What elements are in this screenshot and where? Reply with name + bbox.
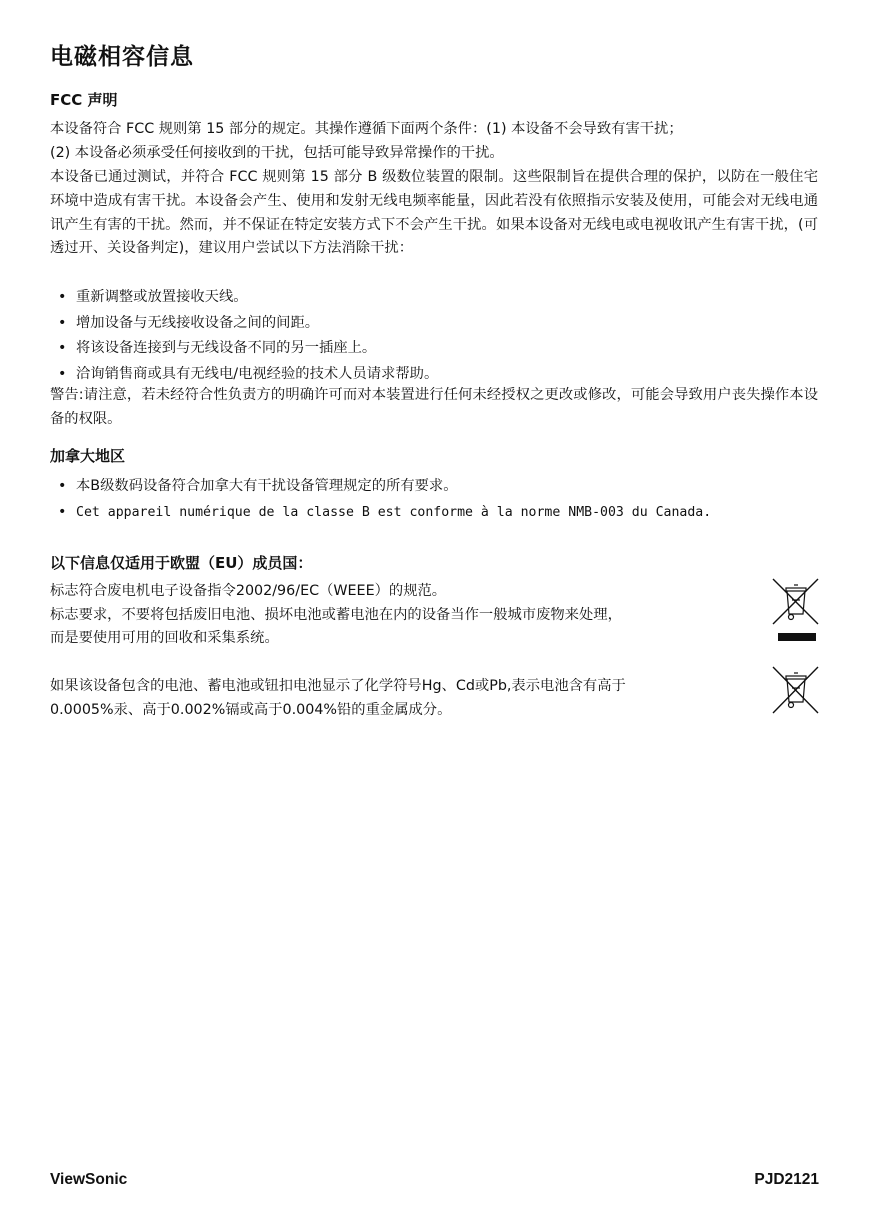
canada-list xyxy=(58,474,711,525)
footer-model: PJD2121 xyxy=(754,1171,819,1188)
eu-weee-line-2: 标志要求，不要将包括废旧电池、损坏电池或蓄电池在内的设备当作一般城市废物来处理， xyxy=(50,606,622,623)
fcc-conditions-line-1: 本设备符合 FCC 规则第 15 部分的规定。其操作遵循下面两个条件：(1) 本设备不会导致有害干扰； xyxy=(50,121,683,137)
fcc-testing-paragraph: 本设备已通过测试，并符合 FCC 规则第 15 部分 B 级数位装置的限制。这些限制旨在提供合理的保护，以防在一般住宅环境中造成有害干扰。本设备会产生、使用和发射无线电频率能量，因此若没有依照指示安装及使用，可能会对无线电通讯产生有害的干扰。然而，并不保证在特定安装方式下不会产生干扰。如果本设备对无线电或电视收讯产生有害干扰，(可透过开、关设备判定)，建议用户尝试以下方法消除干扰： xyxy=(50,169,818,257)
document-page xyxy=(50,0,820,1228)
list-item: • 将该设备连接到与无线设备不同的另一插座上。 xyxy=(58,336,438,362)
eu-battery-line-1: 如果该设备包含的电池、蓄电池或钮扣电池显示了化学符号Hg、Cd或Pb,表示电池含有高于 xyxy=(50,678,626,694)
list-item: • 重新调整或放置接收天线。 xyxy=(58,285,438,311)
fcc-conditions-line-2: (2) 本设备必须承受任何接收到的干扰，包括可能导致异常操作的干扰。 xyxy=(50,144,504,161)
eu-weee-line-3: 而是要使用可用的回收和采集系统。 xyxy=(50,630,279,647)
page-title: 电磁相容信息 xyxy=(50,44,194,70)
bullet-icon: • xyxy=(58,366,67,383)
fcc-conditions-paragraph xyxy=(50,118,818,166)
bullet-icon: • xyxy=(58,314,67,331)
footer-brand: ViewSonic xyxy=(50,1171,128,1188)
eu-battery-paragraph xyxy=(50,675,765,722)
list-item: • Cet appareil numérique de la classe B est conforme à la norme NMB-003 du Canada. xyxy=(58,500,711,526)
bullet-icon: • xyxy=(58,478,67,494)
eu-weee-line-1: 标志符合废电机电子设备指令2002/96/EC（WEEE）的规范。 xyxy=(50,583,447,599)
bullet-icon: • xyxy=(58,340,67,357)
bullet-icon: • xyxy=(58,503,67,520)
canada-heading: 加拿大地区 xyxy=(50,447,126,465)
list-item: • 增加设备与无线接收设备之间的间距。 xyxy=(58,311,438,337)
eu-heading: 以下信息仅适用于欧盟（EU）成员国： xyxy=(50,554,313,572)
fcc-warning-paragraph: 警告:请注意，若未经符合性负责方的明确许可而对本装置进行任何未经授权之更改或修改，可能会导致用户丧失操作本设备的权限。 xyxy=(50,387,818,427)
list-item: • 洽询销售商或具有无线电/电视经验的技术人员请求帮助。 xyxy=(58,362,438,388)
weee-bin-icon xyxy=(772,576,820,644)
battery-bin-icon xyxy=(772,666,820,716)
fcc-heading: FCC 声明 xyxy=(50,91,118,109)
list-item: • 本B级数码设备符合加拿大有干扰设备管理规定的所有要求。 xyxy=(58,474,711,500)
bullet-icon: • xyxy=(58,289,67,305)
eu-battery-line-2: 0.0005%汞、高于0.002%镉或高于0.004%铅的重金属成分。 xyxy=(50,701,452,718)
eu-weee-paragraph xyxy=(50,580,765,651)
fcc-remedy-list xyxy=(58,285,438,388)
